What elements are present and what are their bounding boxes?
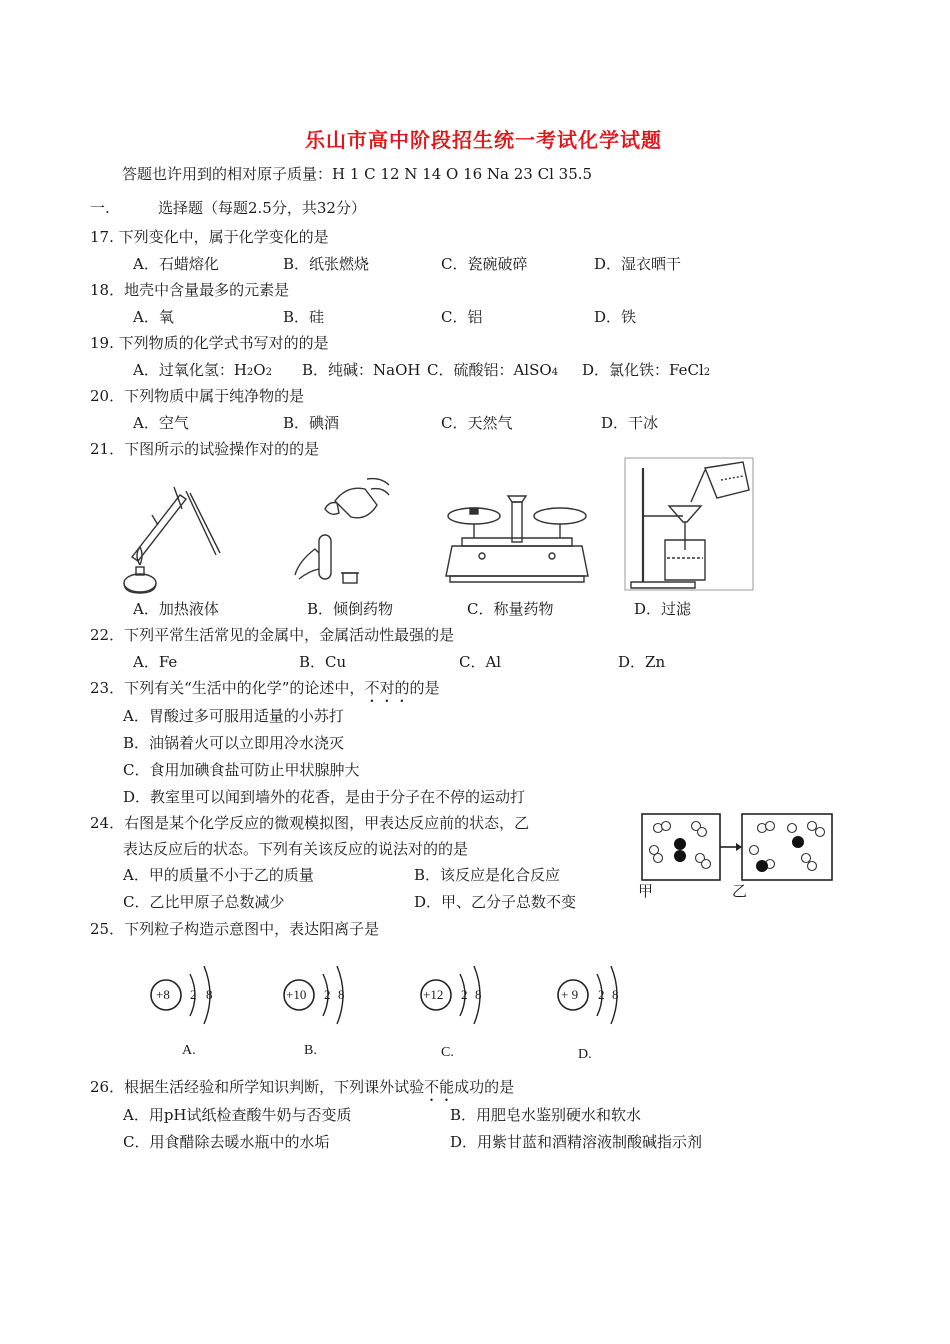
q22-option-c: C．Al [459,653,502,671]
atom-d-shell2: 8 [612,987,619,1002]
atom-diagram-a [146,962,226,1032]
q26-option-a: A．用pH试纸检查酸牛奶与否变质 [123,1106,352,1124]
heating-liquid-illustration [112,485,222,595]
q22-stem: 22．下列平常生活常见的金属中，金属活动性最强的是 [90,626,455,644]
atom-diagram-b [281,962,361,1032]
q22-option-a: A．Fe [133,653,178,671]
q26-option-b: B．用肥皂水鉴别硬水和软水 [450,1106,642,1124]
q26-stem: 26．根据生活经验和所学知识判断，下列课外试验不能成功的是 [90,1078,515,1096]
q17-option-d: D．湿衣晒干 [594,255,682,273]
q18-option-c: C．铝 [441,308,483,326]
q22-option-d: D．Zn [618,653,666,671]
q21-option-a: A．加热液体 [133,600,219,618]
q24-option-b: B．该反应是化合反应 [414,866,561,884]
atom-b-shell1: 2 [324,987,331,1002]
q23-option-d: D．教室里可以闻到墙外的花香，是由于分子在不停的运动打 [123,788,526,806]
atom-c-nucleus: +12 [423,987,444,1002]
atom-b-nucleus: +10 [286,987,307,1002]
q19-option-c: C．硫酸铝：AlSO4 [427,361,559,379]
q24-stem-line1: 24．右图是某个化学反应的微观模拟图，甲表达反应前的状态，乙 [90,814,530,832]
q23-option-b: B．油锅着火可以立即用冷水浇灭 [123,734,345,752]
reaction-model-figure [636,810,836,882]
q17-option-b: B．纸张燃烧 [283,255,370,273]
q19-option-a: A．过氧化氢：H2O2 [133,361,272,379]
filtration-illustration [625,458,755,590]
q24-option-c: C．乙比甲原子总数减少 [123,893,285,911]
atom-diagram-d [555,962,635,1032]
q17-option-c: C．瓷碗破碎 [441,255,528,273]
q20-stem: 20．下列物质中属于纯净物的是 [90,387,305,405]
q23-option-c: C．食用加碘食盐可防止甲状腺肿大 [123,761,360,779]
q21-option-b: B．倾倒药物 [307,600,394,618]
q26-option-c: C．用食醋除去暖水瓶中的水垢 [123,1133,330,1151]
atom-label-a: A. [182,1043,196,1058]
atom-label-c: C. [441,1045,454,1060]
section-number: 一. [90,199,110,217]
q18-option-a: A．氧 [133,308,174,326]
atom-a-shell1: 2 [190,987,197,1002]
q20-option-a: A．空气 [133,414,189,432]
atom-c-shell1: 2 [461,987,468,1002]
q24-stem-line2: 表达反应后的状态。下列有关该反应的说法对的的是 [123,840,469,858]
q21-option-d: D．过滤 [634,600,692,618]
q24-figure-label-yi: 乙 [732,882,748,900]
atomic-mass-line: 答题也许用到的相对原子质量：H 1 C 12 N 14 O 16 Na 23 Cl 35.5 [122,165,593,183]
atom-b-shell2: 8 [338,987,345,1002]
q23-option-a: A．胃酸过多可服用适量的小苏打 [123,707,344,725]
q19-option-d: D．氯化铁：FeCl2 [582,361,711,379]
q20-option-c: C．天然气 [441,414,513,432]
q17-option-a: A．石蜡熔化 [133,255,219,273]
q20-option-b: B．碘酒 [283,414,340,432]
atom-label-d: D. [578,1047,592,1062]
atom-c-shell2: 8 [475,987,482,1002]
atom-a-shell2: 8 [206,987,213,1002]
q20-option-d: D．干冰 [601,414,659,432]
balance-scale-illustration [442,490,592,590]
q24-option-a: A．甲的质量不小于乙的质量 [123,866,314,884]
atom-label-b: B. [304,1043,317,1058]
q21-option-c: C．称量药物 [467,600,554,618]
q25-stem: 25．下列粒子构造示意图中，表达阳离子是 [90,920,380,938]
q24-figure-label-jia: 甲 [638,882,654,900]
q21-stem: 21．下图所示的试验操作对的的是 [90,440,320,458]
q18-option-d: D．铁 [594,308,637,326]
q24-option-d: D．甲、乙分子总数不变 [414,893,577,911]
q18-stem: 18．地壳中含量最多的元素是 [90,281,290,299]
section-label: 选择题（每题2.5分，共32分） [158,199,366,217]
q17-stem: 17. 下列变化中，属于化学变化的是 [90,228,329,246]
atom-d-shell1: 2 [598,987,605,1002]
q19-option-b: B．纯碱：NaOH [302,361,421,379]
atom-d-nucleus: + 9 [561,987,579,1002]
pouring-medicine-illustration [285,475,395,590]
q19-stem: 19. 下列物质的化学式书写对的的是 [90,334,329,352]
q23-stem: 23．下列有关“生活中的化学”的论述中，不对的的是 [90,679,440,697]
q22-option-b: B．Cu [299,653,347,671]
atom-a-nucleus: +8 [156,987,170,1002]
atom-diagram-c [418,962,498,1032]
q18-option-b: B．硅 [283,308,325,326]
page-title: 乐山市高中阶段招生统一考试化学试题 [305,128,662,152]
q26-option-d: D．用紫甘蓝和酒精溶液制酸碱指示剂 [450,1133,703,1151]
